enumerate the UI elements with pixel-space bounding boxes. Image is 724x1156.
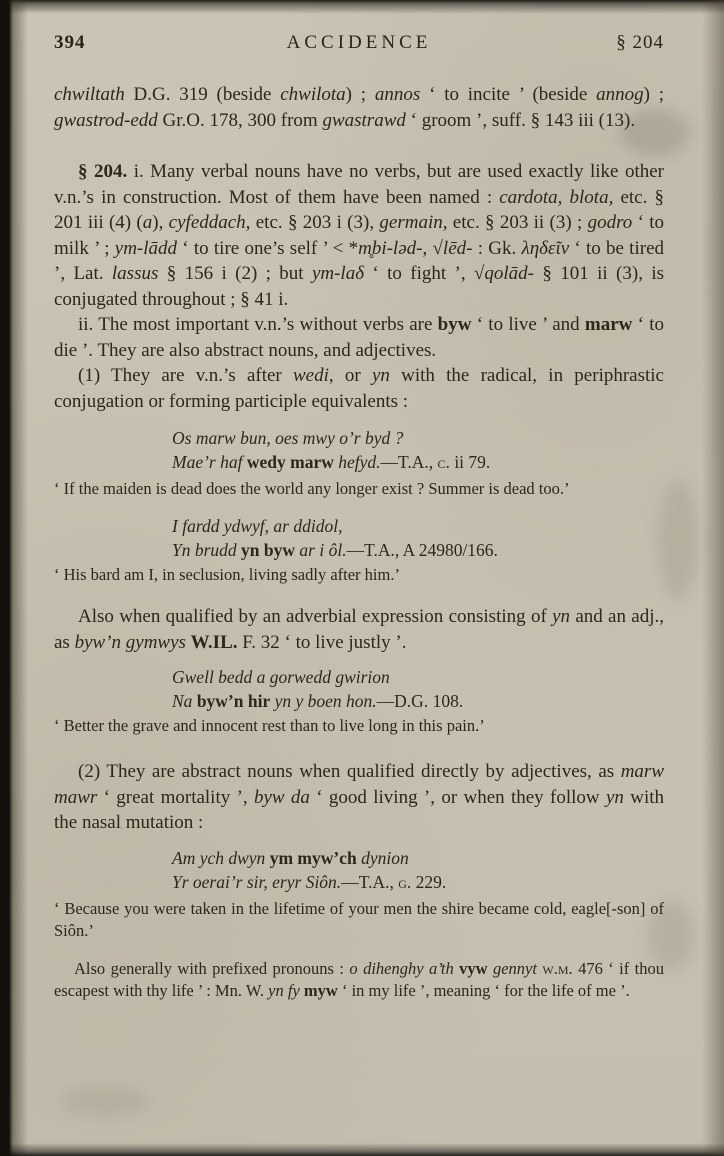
text-run: germain, [379,212,448,233]
text-line [172,870,664,894]
text-run: g. [398,871,412,892]
paragraph [54,759,664,836]
paragraph [54,958,664,1002]
text-run: Yn brudd [172,540,242,560]
text-run: ‘ good living ’, or when they follow [309,786,606,808]
paragraph [54,363,664,414]
text-run: m̥bi-ləd- [358,237,423,259]
text-run: c. [437,452,450,472]
text-run: § 156 i (2) ; but [158,263,312,284]
text-run: ‘ Because you were taken in the lifetime of your men the shire became cold, eagle[-son] of Siôn.’ [54,898,664,940]
verse-quote [172,846,664,894]
text-run: (1) They are v.n.’s after [78,365,293,386]
verse-quote [172,426,664,474]
text-run: cyfeddach, [168,212,251,233]
text-run: gennyt [492,958,537,978]
text-line [172,689,664,713]
binding-shadow [0,0,28,1156]
section-reference: § 204 [616,32,664,53]
text-run: D.G. 319 (beside [124,84,281,105]
text-line [54,604,664,655]
page-number: 394 [54,32,86,53]
text-run: ‘ to tire one’s self ’ < * [177,237,359,259]
translation-note [54,478,664,500]
text-run: W.IL. [190,631,238,653]
text-line [54,312,664,363]
text-run: ) ; [345,84,375,105]
text-run: , or [328,365,372,386]
text-run: byw [437,314,472,335]
text-run: marw [584,314,633,335]
text-line [172,538,664,562]
text-line [54,759,664,836]
text-line [54,564,664,586]
text-run: § 101 ii (3), is conjugated throughout ; § 41 i. [54,263,665,310]
text-run: ym myw’ch [269,847,357,868]
text-run: ‘ great mortality ’, [97,786,254,808]
text-run: I fardd ydwyf, ar ddidol, [172,516,343,536]
text-line [54,715,664,737]
verse-quote [172,665,664,713]
text-run: Also generally with prefixed pronouns : [74,958,350,978]
running-title: ACCIDENCE [286,32,432,53]
text-run: godro [587,212,633,233]
paper-stain [658,480,698,600]
text-run: ληδεῖν [521,237,570,259]
text-run: lassus [111,263,159,284]
text-run: —T.A., [341,871,399,892]
text-run: ) ; [643,84,665,105]
text-run: Yr oerai’r sir, eryr Siôn. [172,871,342,892]
text-run: ii 79. [449,452,491,472]
text-run: , √ [422,237,443,259]
text-run: etc. § 203 ii (3) ; [447,212,588,233]
translation-note [54,715,664,737]
text-run: ‘ to milk ’ ; [54,212,665,259]
text-run: annog [596,84,644,105]
text-line [172,665,664,689]
text-run: qolād- [484,263,535,284]
text-run: and an adj., as [54,606,665,653]
running-header [54,32,664,54]
text-run: etc. § 203 i (3), [250,212,380,233]
text-run: § 204. [78,161,128,182]
text-run: Also when qualified by an adverbial expression consisting of [78,606,553,627]
text-run: byw’n hir [196,691,271,711]
page-edge-top [0,0,724,14]
text-run: ar i ôl. [295,540,347,560]
text-run: Gr.O. 178, 300 from [157,109,323,131]
text-line [172,450,664,474]
text-run: cardota, blota, [499,186,614,208]
paragraph [54,159,664,312]
text-run: ii. The most important v.n.’s without verbs are [78,314,438,335]
paragraph [54,82,664,133]
text-run: Mae’r haf [172,452,247,472]
text-run: 229. [411,871,447,892]
text-line [54,478,664,500]
text-run: ), [152,212,169,233]
text-run: byw da [253,786,310,808]
paragraph [54,312,664,363]
text-column [54,82,664,1002]
translation-note [54,898,664,942]
text-run: lēd- [442,237,473,259]
text-run: ‘ Better the grave and innocent rest than to live long in this pain.’ [54,716,485,735]
text-line [54,898,664,942]
text-run: a [142,212,153,233]
page-body [54,32,664,1136]
text-run: o dihenghy a’th [349,958,454,978]
page-edge-right [702,0,724,1156]
translation-note [54,564,664,586]
text-run: yn y boen hon. [270,691,377,711]
text-run: Na [172,691,197,711]
text-run: gwastrawd [322,109,406,131]
text-line [172,426,664,450]
text-run: 32 ‘ to live justly ’. [256,631,407,653]
text-run: byw’n gymwys [74,631,186,653]
text-line [172,846,664,870]
text-run: marw mawr [54,761,664,808]
text-run: etc. § 201 iii (4) ( [54,186,664,233]
text-run: : Gk. [472,237,522,259]
text-run: Gwell bedd a gorwedd gwirion [172,667,390,687]
page-edge-bottom [0,1143,724,1156]
text-run: with the radical, in periphrastic conjugation or forming participle equivalents : [54,365,664,412]
text-run: ‘ groom ’, suff. § 143 iii (13). [405,109,636,131]
text-line [172,514,664,538]
text-run: gwastrod-edd [54,109,158,131]
verse-quote [172,514,664,562]
text-run: myw [303,980,338,1000]
text-run: yn [605,786,624,808]
text-run: ‘ to live ’ and [471,314,585,335]
text-run: F. [242,631,257,653]
text-run: —D.G. 108. [376,691,464,711]
text-line [54,958,664,1002]
text-run: chwiltath [54,84,125,105]
text-run: ‘ to fight ’, √ [364,263,485,284]
text-run: —T.A., [380,452,438,472]
text-line [54,82,664,133]
text-run: Am ych dwyn [172,847,270,868]
text-run: yn [552,606,571,627]
text-run: ym-lādd [114,237,178,259]
text-run: annos [374,84,421,105]
text-run: wedi [293,365,329,386]
text-run: yn [371,365,390,386]
text-run: dynion [356,847,409,868]
text-run: ‘ to die ’. They are also abstract nouns, and adjectives. [54,314,664,361]
text-line [54,363,664,414]
text-run: hefyd. [333,452,381,472]
text-run: with the nasal mutation : [54,786,665,833]
text-run: ‘ to be tired ’, Lat. [54,237,664,284]
text-run: 476 ‘ if thou escapest with thy life ’ : Mn. W. [54,958,664,1000]
text-run: —T.A., A 24980/166. [346,540,498,560]
text-run: ym-laδ [311,263,365,284]
text-run: yn byw [241,540,296,560]
paragraph [54,604,664,655]
text-line [54,159,664,312]
text-run: Os marw bun, oes mwy o’r byd ? [172,428,404,448]
text-run: (2) They are abstract nouns when qualified directly by adjectives, as [78,761,621,782]
text-run: ‘ in my life ’, meaning ‘ for the life of me ’. [337,980,630,1000]
text-run: ‘ His bard am I, in seclusion, living sadly after him.’ [54,565,400,584]
text-run: ‘ If the maiden is dead does the world any longer exist ? Summer is dead too.’ [54,479,570,498]
text-run: vyw [459,958,488,978]
text-run: w.m. [542,958,573,978]
text-run: chwilota [280,84,346,105]
text-run: ‘ to incite ’ (beside [420,84,597,105]
text-run: wedy marw [246,452,334,472]
text-run: i. Many verbal nouns have no verbs, but are used exactly like other v.n.’s in construction. Most of them have been named : [54,161,664,208]
text-run: yn fy [268,980,300,1000]
